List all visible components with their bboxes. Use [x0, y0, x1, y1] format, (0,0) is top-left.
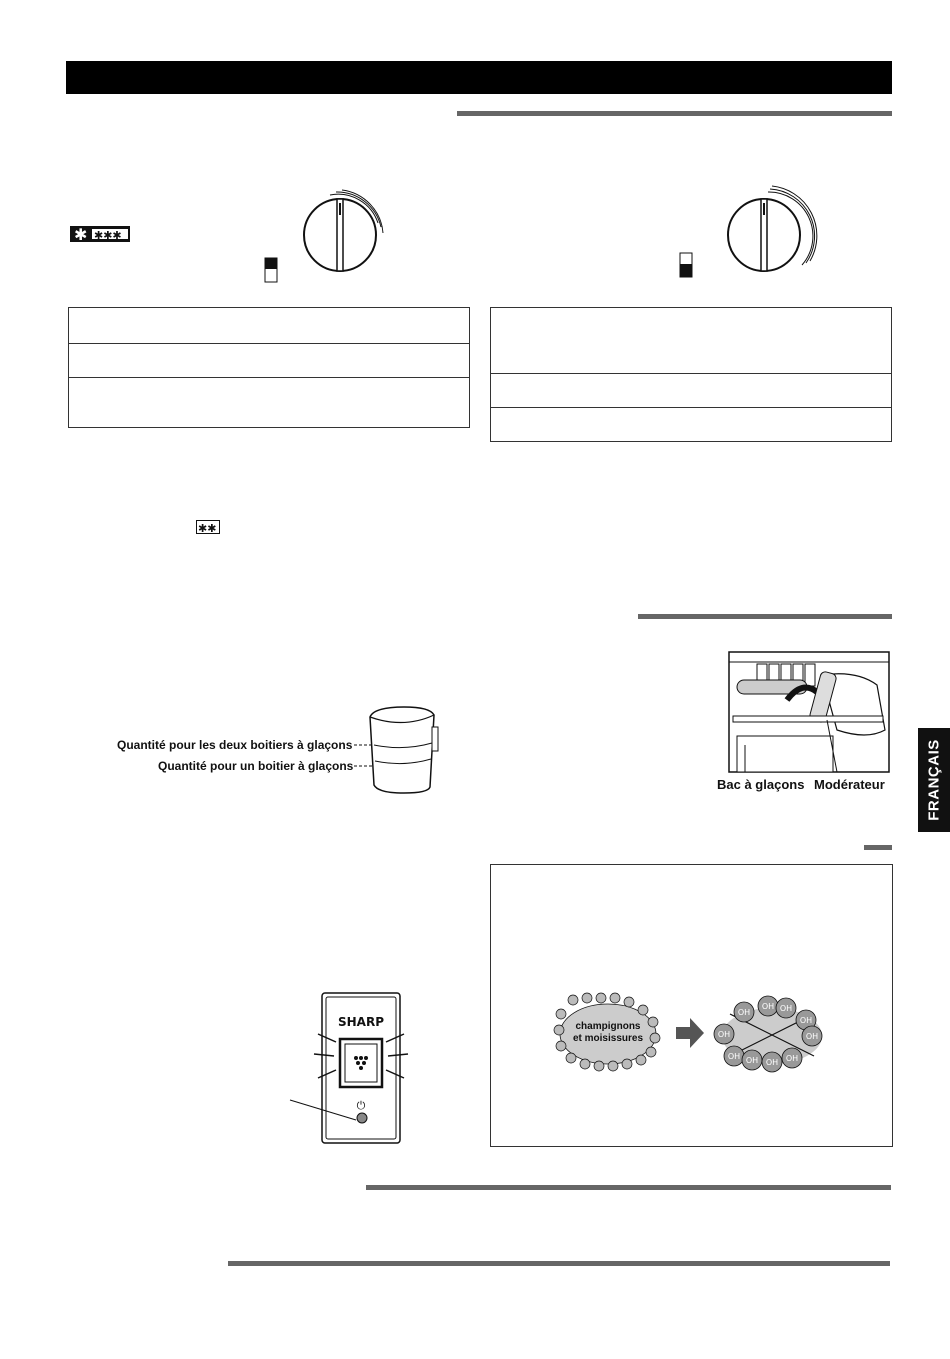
- freezer-star-rating-icon: [70, 226, 130, 242]
- thermostat-dial-left-icon: [290, 185, 390, 280]
- section-rule-ice: [638, 614, 892, 619]
- thermostat-dial-right-icon: [714, 185, 824, 280]
- svg-text:OH: OH: [765, 1058, 779, 1067]
- power-leader-line: [290, 1100, 360, 1125]
- section-rule-thermostat: [457, 111, 892, 116]
- section-rule-bottom-2: [228, 1261, 890, 1266]
- oh-ions-cluster-icon: [710, 994, 834, 1074]
- label-moderator: Modérateur: [814, 777, 885, 792]
- star-marks-icon: [70, 226, 130, 242]
- table-row: [491, 308, 891, 374]
- table-row: [491, 374, 891, 408]
- language-side-tab-label: FRANÇAIS: [925, 739, 943, 821]
- svg-text:✱: ✱: [74, 225, 88, 244]
- brand-logo: SHARP: [337, 1015, 385, 1029]
- settings-table-left: [68, 307, 470, 428]
- label-fungi: [572, 1021, 644, 1045]
- switch-indicator-right-icon: [679, 252, 693, 278]
- label-ice-tray: Bac à glaçons: [717, 777, 805, 792]
- svg-text:OH: OH: [779, 1004, 793, 1013]
- language-side-tab: [918, 728, 950, 832]
- svg-text:OH: OH: [737, 1008, 751, 1017]
- switch-indicator-left-icon: [264, 257, 278, 283]
- svg-text:⏻: ⏻: [356, 1099, 366, 1112]
- table-row: [69, 378, 469, 427]
- svg-text:✱✱✱: ✱✱✱: [94, 229, 122, 242]
- svg-text:OH: OH: [745, 1056, 759, 1065]
- header-bar: [66, 61, 892, 94]
- svg-text:OH: OH: [727, 1052, 741, 1061]
- svg-text:OH: OH: [785, 1054, 799, 1063]
- arrow-right-icon: [676, 1018, 704, 1048]
- label-fungi-line2: et moisissures: [572, 1033, 644, 1044]
- svg-text:OH: OH: [805, 1032, 819, 1041]
- table-row: [491, 408, 891, 441]
- label-both-trays: Quantité pour les deux boitiers à glaçons: [117, 738, 353, 752]
- settings-table-right: [490, 307, 892, 442]
- svg-text:✱✱: ✱✱: [198, 522, 217, 535]
- table-row: [69, 308, 469, 344]
- svg-text:OH: OH: [761, 1002, 775, 1011]
- label-one-tray: Quantité pour un boitier à glaçons: [158, 759, 354, 773]
- ice-water-bucket-icon: [364, 705, 444, 795]
- section-rule-plasma: [864, 845, 892, 850]
- svg-text:OH: OH: [717, 1030, 731, 1039]
- ice-tray-compartment-icon: [727, 650, 892, 775]
- table-row: [69, 344, 469, 378]
- section-rule-bottom-1: [366, 1185, 891, 1190]
- svg-text:OH: OH: [799, 1016, 813, 1025]
- two-star-icon: [196, 520, 220, 534]
- label-fungi-line1: champignons: [575, 1021, 641, 1032]
